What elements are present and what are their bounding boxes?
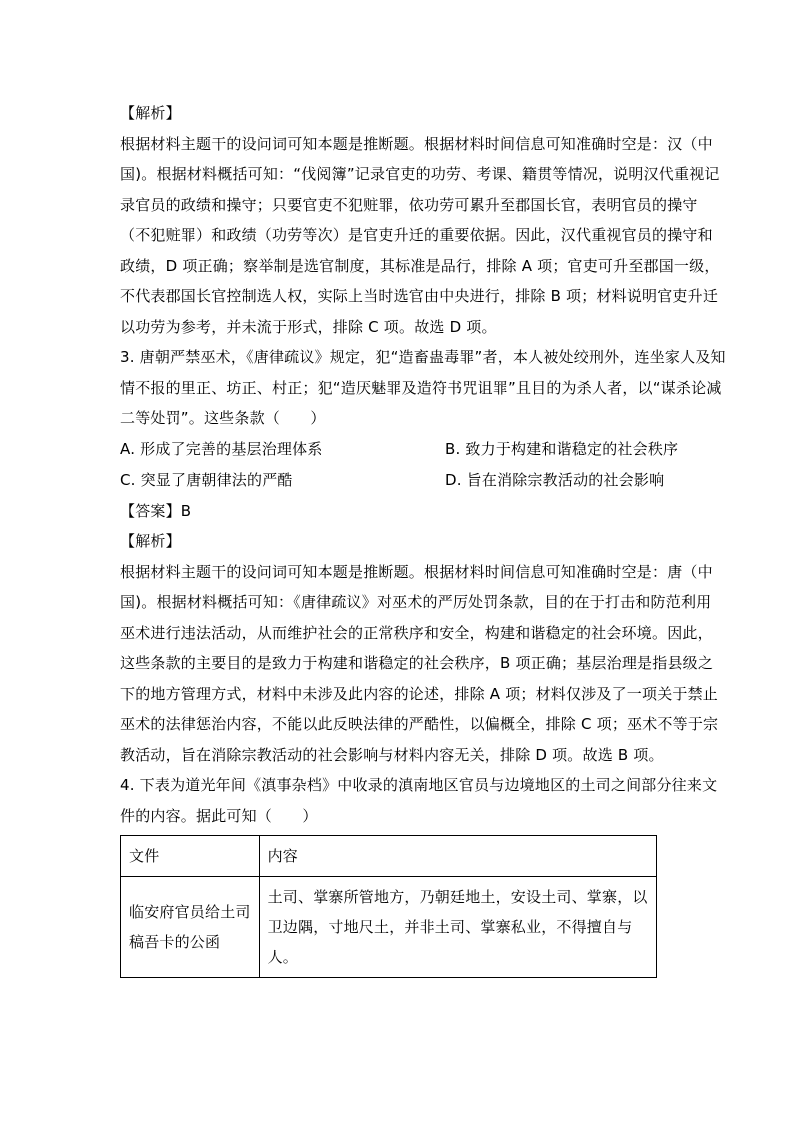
table-cell-file: [121, 877, 260, 978]
option-a: A. 形成了完善的基层治理体系: [120, 439, 323, 458]
document-content: [120, 98, 726, 978]
question-line: 二等处罚”。这些条款（ ）: [120, 409, 326, 427]
cell-line: 人。: [267, 948, 299, 966]
analysis-line: 国)。根据材料概括可知：“伐阅簿”记录官吏的功劳、考课、籍贯等情况，说明汉代重视记: [120, 165, 720, 183]
table-header-row: [121, 836, 657, 877]
analysis-line: 以功劳为参考，并未流于形式，排除 C 项。故选 D 项。: [120, 317, 497, 336]
cell-line: 卫边隅，寸地尺土，并非土司、掌寨私业，不得擅自与: [267, 918, 633, 936]
analysis-line: 巫术的法律惩治内容，不能以此反映法律的严酷性，以偏概全，排除 C 项；巫术不等于宗: [120, 715, 719, 733]
cell-line: 临安府官员给土司: [129, 903, 251, 921]
analysis-paragraph: [120, 557, 719, 771]
question-line: 件的内容。据此可知（ ）: [120, 806, 318, 825]
question-line: 4. 下表为道光年间《滇事杂档》中收录的滇南地区官员与边境地区的土司之间部分往来文: [120, 776, 718, 794]
answer-label: 【答案】B: [120, 501, 192, 520]
table-cell-content: [259, 877, 656, 978]
table-row: [121, 877, 657, 978]
cell-line: 稿吾卡的公函: [129, 933, 221, 951]
question-3: [120, 342, 726, 434]
analysis-line: （不犯赃罪）和政绩（功劳等次）是官吏升迁的重要依据。因此，汉代重视官员的操守和: [120, 226, 713, 244]
analysis-line: 录官员的政绩和操守；只要官吏不犯赃罪，依功劳可累升至郡国长官，表明官员的操守: [120, 195, 698, 214]
question-3-options: [120, 434, 680, 496]
documents-table: [120, 835, 657, 978]
option-b: B. 致力于构建和谐稳定的社会秩序: [445, 439, 679, 458]
analysis-line: 这些条款的主要目的是致力于构建和谐稳定的社会秩序，B 项正确；基层治理是指县级之: [120, 654, 714, 672]
analysis-line: 政绩，D 项正确；察举制是选官制度，其标准是品行，排除 A 项；官吏可升至郡国一级，: [120, 256, 720, 275]
analysis-heading: 【解析】: [120, 104, 181, 122]
question-line: 情不报的里正、坊正、村正；犯“造厌魅罪及造符书咒诅罪”且目的为杀人者，以“谋杀论减: [120, 378, 722, 397]
analysis-line: 根据材料主题干的设问词可知本题是推断题。根据材料时间信息可知准确时空是：汉（中: [120, 134, 713, 153]
table-header-cell: 内容: [259, 836, 656, 877]
analysis-heading: 【解析】: [120, 532, 181, 550]
option-c: C. 突显了唐朝律法的严酷: [120, 470, 293, 489]
cell-line: 土司、掌寨所管地方，乃朝廷地土，安设土司、掌寨，以: [267, 888, 648, 906]
analysis-paragraph: [120, 129, 720, 343]
option-d: D. 旨在消除宗教活动的社会影响: [445, 470, 665, 489]
analysis-line: 教活动，旨在消除宗教活动的社会影响与材料内容无关，排除 D 项。故选 B 项。: [120, 745, 664, 764]
analysis-line: 根据材料主题干的设问词可知本题是推断题。根据材料时间信息可知准确时空是：唐（中: [120, 562, 713, 581]
analysis-line: 下的地方管理方式，材料中未涉及此内容的论述，排除 A 项；材料仅涉及了一项关于禁止: [120, 684, 719, 703]
analysis-line: 巫术进行违法活动，从而维护社会的正常秩序和安全，构建和谐稳定的社会环境。因此，: [120, 623, 713, 642]
question-4: [120, 770, 718, 831]
question-line: 3. 唐朝严禁巫术，《唐律疏议》规定，犯“造畜蛊毒罪”者，本人被处绞刑外，连坐家人及知: [120, 348, 726, 366]
analysis-line: 国)。根据材料概括可知：《唐律疏议》对巫术的严厉处罚条款，目的在于打击和防范利用: [120, 593, 712, 611]
analysis-line: 不代表郡国长官控制选人权，实际上当时选官由中央进行，排除 B 项；材料说明官吏升迁: [120, 287, 719, 305]
table-header-cell: 文件: [121, 836, 260, 877]
